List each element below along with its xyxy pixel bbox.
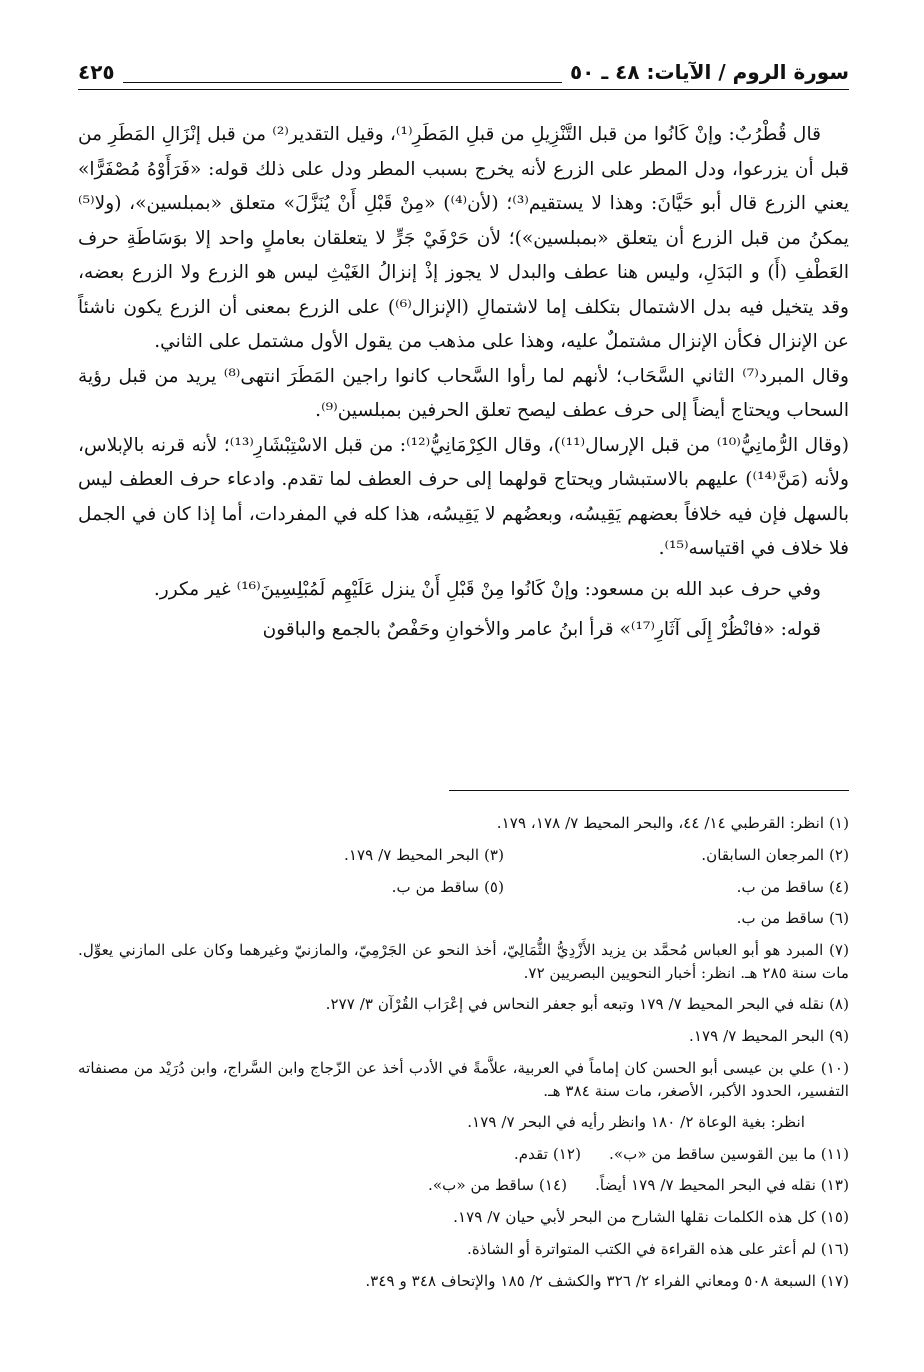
footnote-3: (٣) البحر المحيط ٧/ ١٧٩. [344,845,504,864]
footnote-4: (٤) ساقط من ب. [736,877,849,896]
footnote-12: (١٢) تقدم. [513,1144,582,1163]
footnote-5: (٥) ساقط من ب. [391,877,504,896]
page-number: ٤٢٥ [78,60,123,84]
footnote-8: (٨) نقله في البحر المحيط ٧/ ١٧٩ وتبعه أبو جعفر النحاس في إعْرَاب القُرْآن ٣/ ٢٧٧. [325,995,849,1014]
footnote-14: (١٤) ساقط من «ب». [428,1176,568,1195]
footnote-15: (١٥) كل هذه الكلمات نقلها الشارح من البحر لأبي حيان ٧/ ١٧٩. [453,1208,849,1227]
footnote-6: (٦) ساقط من ب. [736,909,849,928]
header-rule-lower [78,89,849,90]
footnote-row-4-5 [78,872,849,904]
footnote-row-2-3 [78,840,849,872]
paragraph-2: وقال المبرد⁽⁷⁾ الثاني السَّحَاب؛ لأنهم لما رأوا السَّحاب كانوا راجين المَطَرَ انتهى⁽⁸⁾ يريد من قبل رؤية السحاب ويحتاج أيضاً إلى حرف عطف ليصح تعلق الحرفين بمبلسين⁽⁹⁾. [78,365,849,421]
footnote-16: (١٦) لم أعثر على هذه القراءة في الكتب المتواترة أو الشاذة. [467,1239,849,1258]
footnote-row-13-14 [78,1170,849,1202]
running-header [78,58,849,94]
paragraph-3: (وقال الرُّمانِيُّ⁽¹⁰⁾ من قبل الإرسال⁽¹¹⁾)، وقال الكِرْمَانِيُّ⁽¹²⁾: من قبل الاسْتِبْشَارِ⁽¹³⁾؛ لأنه قرنه بالإبلاس، ولأنه (مَنَّ⁽¹⁴⁾) عليهم بالاستبشار ويحتاج قولهما إلى حرف العطف لما تقدم. وادعاء حرف العطف ليس بالسهل فإن فيه خلافاً بعضهم يَقِيسُه، وبعضُهم لا يَقِيسُه، هذا كله في المفردات، أما إذا كان في الجمل فلا خلاف في اقتياسه⁽¹⁵⁾. [78,434,849,559]
footnotes [78,808,849,1298]
paragraph-5: قوله: «فانْظُرْ إِلَى آثَارِ⁽¹⁷⁾» قرأ ابنُ عامر والأخوانِ وحَفْصٌ بالجمع والباقون [262,619,821,640]
footnote-13: (١٣) نقله في البحر المحيط ٧/ ١٧٩ أيضاً. [595,1176,849,1195]
footnote-9: (٩) البحر المحيط ٧/ ١٧٩. [689,1026,849,1045]
footnote-row-11-12 [78,1139,849,1171]
footnote-7: (٧) المبرد هو أبو العباس مُحمَّد بن يزيد الأَزْدِيُّ الثُّمَالِيّ، أخذ النحو عن الجَرْمِيّ، والمازنيّ وغيرهما وكان على المازني يعوِّل. مات سنة ٢٨٥ هـ. انظر: أخبار النحويين البصريين ٧٢. [78,941,849,983]
footnote-separator [449,790,849,791]
footnote-10-continued: انظر: بغية الوعاة ٢/ ١٨٠ وانظر رأيه في البحر ٧/ ١٧٩. [467,1112,805,1131]
paragraph-1: قال قُطْرُبٌ: وإنْ كَانُوا من قبل التَّنْزِيلِ من قبلِ المَطَرِ⁽¹⁾، وقيل التقدير⁽²⁾ من قبل إنْزَالِ المَطَرِ من قبل أن يزرعوا، ودل المطر على الزرع لأنه يخرج بسبب المطر ودل على ذلك قوله: «فَرَأَوْهُ مُصْفَرًّا» يعني الزرع قال أبو حَيَّانَ: وهذا لا يستقيم⁽³⁾؛ (لأن⁽⁴⁾) «مِنْ قَبْلِ أَنْ يُنَزَّلَ» متعلق «بمبلسين»، (ولا⁽⁵⁾ يمكنُ من قبل الزرع أن يتعلق «بمبلسين»)؛ لأن حَرْفَيْ جَرٍّ لا يتعلقان بعاملٍ واحد إلا بوَسَاطَةِ حرف العَطْفِ (أَ) و البَدَلِ، وليس هنا عطف والبدل لا يجوز إذْ إنزالُ الغَيْثِ ليس هو الزرع ولا الزرع بعضه، وقد يتخيل فيه بدل الاشتمال بتكلف إما لاشتمالِ (الإنزال⁽⁶⁾) على الزرع بمعنى أن الزرع يكون ناشئاً عن الإنزال فكأن الإنزال مشتملٌ عليه، وهذا على مذهب من يقول الأول مشتمل على الثاني. [78,124,850,352]
header-title: سورة الروم / الآيات: ٤٨ ـ ٥٠ [562,60,849,84]
paragraph-4: وفي حرف عبد الله بن مسعود: وإنْ كَانُوا مِنْ قَبْلِ أَنْ ينزل عَلَيْهِم لَمُبْلِسِينَ⁽¹⁶⁾ غير مكرر. [153,578,821,600]
main-text [78,118,849,648]
footnote-10: (١٠) علي بن عيسى أبو الحسن كان إماماً في العربية، علاَّمةً في الأدب أخذ عن الزّجاج وابن السَّراج، وابن دُرَيْد من مصنفاته التفسير، الحدود الأكبر، الأصغر، مات سنة ٣٨٤ هـ. [78,1058,849,1100]
footnote-2: (٢) المرجعان السابقان. [701,845,849,864]
footnote-17: (١٧) السبعة ٥٠٨ ومعاني الفراء ٢/ ٣٢٦ والكشف ٢/ ١٨٥ والإتحاف ٣٤٨ و ٣٤٩. [365,1271,849,1290]
footnote-11: (١١) ما بين القوسين ساقط من «ب». [609,1144,849,1163]
footnote-1: (١) انظر: القرطبي ١٤/ ٤٤، والبحر المحيط ٧/ ١٧٨، ١٧٩. [496,814,849,832]
